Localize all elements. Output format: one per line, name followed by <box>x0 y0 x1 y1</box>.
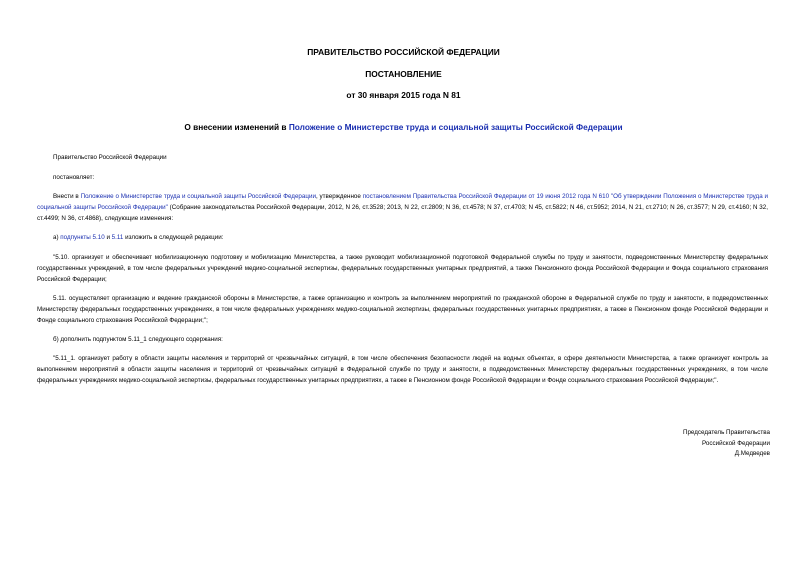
p3-text-2: , утвержденное <box>315 193 363 200</box>
paragraph-5-11-1: "5.11_1. организует работу в области защиты населения и территорий от чрезвычайных ситуаций, в том числе обеспечения безопасности людей на водных объектах, в сфере деятельности Министерства, а также организует контроль за выполнением мероприятий в области защиты населения и территорий от чрезвычайных ситуаций в Федеральной службе по труду и занятости, в подведомственных Министерству федеральных государственных учреждениях, в том числе федеральных учреждениях медико-социальной экспертизы, федеральных государственных унитарных предприятиях, а также в Пенсионном фонде Российской Федерации и Фонде социального страхования Российской Федерации;". <box>37 355 768 384</box>
p3-text-1: Внести в <box>53 193 81 200</box>
subclause-5-10-link[interactable]: подпункты 5.10 <box>60 234 105 241</box>
p4-text-1: а) <box>53 234 61 241</box>
title-regulation-link[interactable]: Положение о Министерстве труда и социальной защиты Российской Федерации <box>288 122 623 132</box>
p4-text-2: и <box>104 234 112 241</box>
paragraph-amend-intro <box>37 192 768 224</box>
document-title <box>0 122 807 132</box>
regulation-link[interactable]: Положение о Министерстве труда и социальной защиты Российской Федерации <box>80 193 316 200</box>
paragraph-resolves: постановляет: <box>53 174 95 181</box>
p4-text-3: изложить в следующей редакции: <box>123 234 224 241</box>
signature-position: Председатель Правительства <box>682 429 770 436</box>
paragraph-item-b: б) дополнить подпунктом 5.11_1 следующего содержания: <box>53 336 223 343</box>
paragraph-government: Правительство Российской Федерации <box>53 154 167 161</box>
resolution-610-link[interactable]: постановлением Правительства Российской Федерации от 19 июня 2012 года N 610 "Об утверждении Положения о Министерстве труда и социальной защиты Российской Федерации" <box>37 193 769 211</box>
government-heading: ПРАВИТЕЛЬСТВО РОССИЙСКОЙ ФЕДЕРАЦИИ <box>307 47 500 57</box>
paragraph-5-10: "5.10. организует и обеспечивает мобилизационную подготовку и мобилизацию Министерства, а также руководит мобилизационной подготовкой Федеральной службы по труду и занятости, подведомственных Министерству федеральных государственных учреждений, в том числе федеральных учреждений медико-социальной экспертизы, федеральных государственных унитарных предприятий, а также Пенсионного фонда Российской Федерации и Фонда социального страхования Российской Федерации; <box>37 254 768 283</box>
title-prefix: О внесении изменений в <box>184 122 289 132</box>
signature-block <box>683 428 770 460</box>
signature-country: Российской Федерации <box>702 439 770 447</box>
signature-name: Д.Медведев <box>734 450 770 458</box>
date-number-heading: от 30 января 2015 года N 81 <box>346 90 461 100</box>
doc-type-heading: ПОСТАНОВЛЕНИЕ <box>365 69 442 79</box>
subclause-5-11-link[interactable]: 5.11 <box>111 234 124 241</box>
paragraph-5-11: 5.11. осуществляет организацию и ведение гражданской обороны в Министерстве, а также организацию и контроль за выполнением мероприятий по гражданской обороне в Федеральной службе по труду и занятости, в подведомственных Министерству федеральных государственных учреждениях, в том числе федеральных учреждениях медико-социальной экспертизы, федеральных государственных унитарных предприятиях, а также в Пенсионном фонде Российской Федерации и Фонде социального страхования Российской Федерации;"; <box>37 295 768 324</box>
paragraph-item-a <box>53 233 223 243</box>
p3-text-3: (Собрание законодательства Российской Федерации, 2012, N 26, ст.3528; 2013, N 22, ст.2809; N 36, ст.4578; N 37, ст.4703; N 45, ст.5822; N 46, ст.5952; 2014, N 21, ст.2710; N 26, ст.3577; N 29, ст.4160; N 32, ст.4499; N 36, ст.4868), следующие изменения: <box>37 203 768 222</box>
